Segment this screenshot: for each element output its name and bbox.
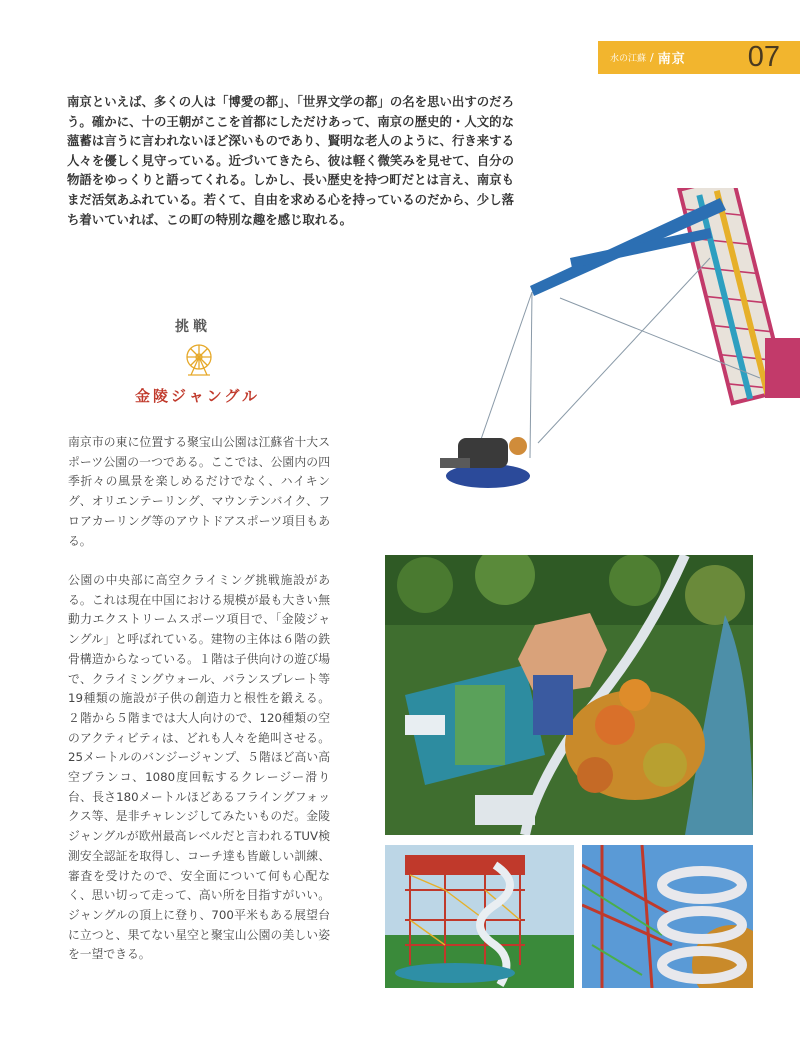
header-city: 南京 [657, 52, 686, 67]
header-separator: / [650, 51, 654, 64]
climbing-tower-photo [385, 845, 574, 988]
ferris-wheel-icon [182, 342, 216, 376]
intro-paragraph: 南京といえば、多くの人は「博愛の都」、「世界文学の都」の名を思い出すのだろう。確かに、十の王朝がここを首都にしただけあって、南京の歴史的・人文的な薀蓄は言うに言われないほど深いものであり、賢明な老人のように、行き来する人々を優しく見守っている。近づいてきたら、彼は軽く微笑みを見せて、自分の物語をゆっくりと語ってくれる。しかし、長い歴史を持つ町だとは言え、南京もまだ活気あふれている。若くて、自由を求める心を持っているのだから、少し落ち着いていれば、この町の特別な趣を感じ取れる。 [67, 94, 514, 227]
section-title: 挑戦 [175, 319, 211, 335]
attraction-name: 金陵ジャングル [135, 387, 260, 405]
body-paragraph-2: 公園の中央部に高空クライミング挑戦施設がある。これは現在中国における規模が最も大きい無動力エクストリームスポーツ項目で、「金陵ジャングル」と呼ばれている。建物の主体は６階の鉄骨構造からなっている。１階は子供向けの遊び場で、クライミングウォール、バランスプレート等19種類の施設が子供の創造力と根性を鍛える。２階から５階までは大人向けので、120種類の空のアクティビティは、どれも人々を絶叫させる。25メートルのバンジージャンプ、５階ほど高い高空ブランコ、1080度回転するクレージー滑り台、長さ180メートルほどあるフライングフォックス等、是非チャレンジしてみたいものだ。金陵ジャングルが欧州最高レベルだと言われるTUV検測安全認証を取得し、コーチ達も皆厳しい訓練、審査を受けたので、安全面について何も心配なく、思い切って走って、高い所を目指すがいい。ジャングルの頂上に登り、700平米もある展望台に立つと、果てない星空と聚宝山公園の美しい姿を一望できる。 [68, 573, 330, 962]
spiral-slide-photo [582, 845, 753, 988]
header-subtitle: 水の江蘇 [610, 54, 647, 64]
body-paragraph-1: 南京市の東に位置する聚宝山公園は江蘇省十大スポーツ公園の一つである。ここでは、公園内の四季折々の風景を楽しめるだけでなく、ハイキング、オリエンテーリング、マウンテンバイク、フロアカーリング等のアウトドアスポーツ項目もある。 [68, 435, 330, 548]
aerial-park-photo [385, 555, 753, 835]
page-number: 07 [747, 41, 780, 73]
giant-swing-photo [420, 188, 800, 508]
page-header-tab [598, 41, 800, 74]
